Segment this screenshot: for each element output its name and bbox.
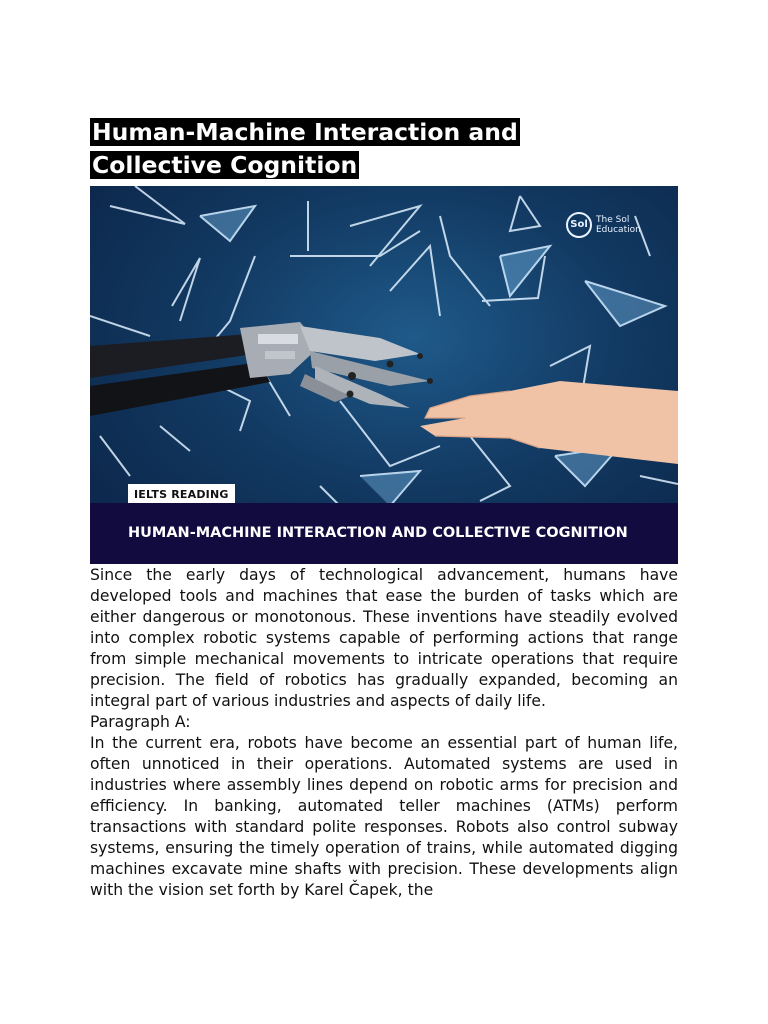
human-hand-graphic [420,381,678,464]
intro-paragraph: Since the early days of technological advancement, humans have developed tools and machines that ease the burden of tasks which are either dangerous or monotonous. These inventions have steadily evolved into complex robotic systems capable of performing actions that range from simple mechanical movements to intricate operations that require precision. The field of robotics has gradually expanded, becoming an integral part of various industries and aspects of daily life. [90,566,678,710]
article-body [90,565,678,901]
hero-image [90,186,678,564]
document-title [90,116,610,182]
brand-logo [566,212,646,238]
ielts-reading-tag: IELTS READING [128,484,235,505]
logo-mark: Sol [566,212,592,238]
logo-text: The Sol Education [596,215,641,235]
robot-arm-graphic [90,322,433,416]
paragraph-a: In the current era, robots have become an essential part of human life, often unnoticed in their operations. Automated systems are used in industries where assembly lines depend on robotic arms for precision and efficiency. In banking, automated teller machines (ATMs) perform transactions with standard polite responses. Robots also control subway systems, ensuring the timely operation of trains, while automated digging machines excavate mine shafts with precision. These developments align with the vision set forth by Karel Čapek, the [90,734,678,899]
title-highlight: Human-Machine Interaction and Collective Cognition [92,118,518,179]
paragraph-a-label: Paragraph A: [90,713,191,731]
hero-banner: HUMAN-MACHINE INTERACTION AND COLLECTIVE COGNITION [90,503,678,564]
